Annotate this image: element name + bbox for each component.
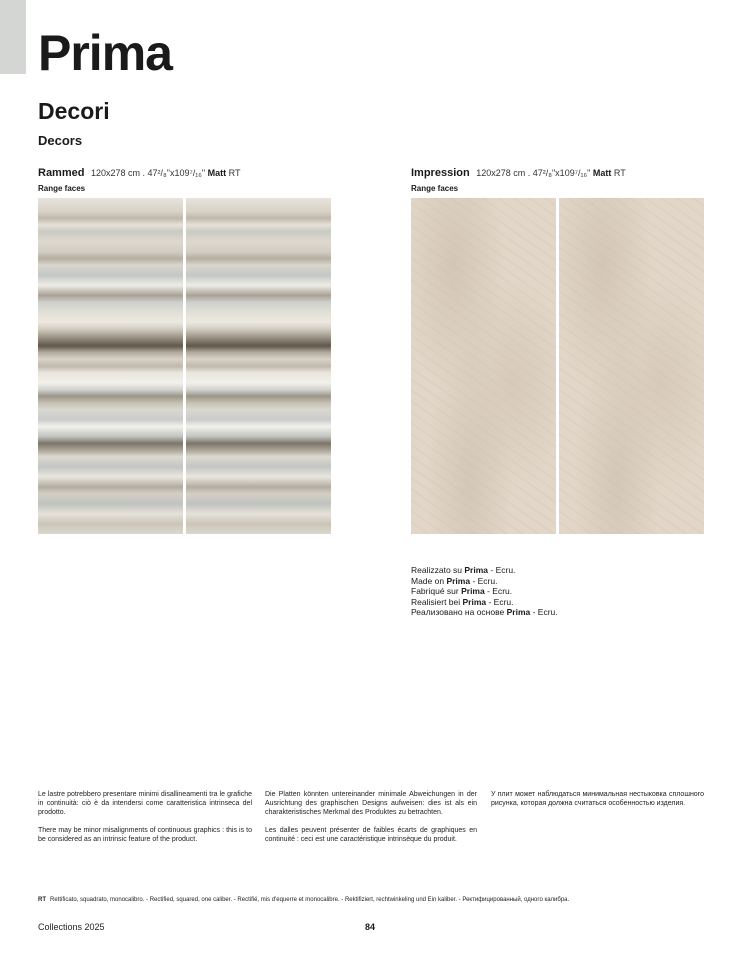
impression-tile-image	[411, 198, 556, 534]
disclaimer-en: There may be minor misalignments of continuous graphics : this is to be considered as an intrinsic feature of the product.	[38, 827, 252, 843]
product-impression	[411, 167, 626, 193]
rt-legend	[38, 897, 569, 903]
disclaimer-it: Le lastre potrebbero presentare minimi disallineamenti tra le grafiche in continuità: ciò è da intendersi come caratteristica intrinseca del prodotto.	[38, 791, 252, 816]
page-title: Prima	[38, 25, 172, 81]
product-edge: RT	[613, 168, 626, 178]
range-faces-label: Range faces	[411, 184, 459, 193]
made-on-line: Реализовано на основе Prima - Ecru.	[411, 607, 558, 618]
disclaimer-de: Die Platten könnten untereinander minimale Abweichungen in der Ausrichtung des graphischen Designs aufweisen: dies ist als ein charakteristisches Merkmal des Produktes zu betrachten.	[265, 791, 477, 816]
rammed-tile-image	[38, 198, 183, 534]
made-on-line: Fabriqué sur Prima - Ecru.	[411, 586, 513, 597]
impression-tile-image	[559, 198, 704, 534]
rt-text: Rettificato, squadrato, monocalibro. - Rectified, squared, one caliber. - Rectifié, mis d'equerre et monocalibre. - Rektifiziert, rechtwinkeling und Ein kaliber. - Ректифицированный, одного калибра.	[50, 897, 570, 903]
made-on-line: Realizzato su Prima - Ecru.	[411, 565, 516, 575]
product-name: Impression	[411, 167, 470, 179]
product-header	[411, 167, 626, 179]
product-size-in: 47²/₈"x109⁷/₁₆"	[147, 168, 206, 178]
product-finish: Matt	[592, 168, 612, 178]
disclaimer-column-3	[491, 790, 704, 817]
disclaimer-column-1	[38, 790, 252, 853]
section-title-en: Decors	[38, 133, 83, 148]
made-on-line: Realisiert bei Prima - Ecru.	[411, 596, 514, 607]
product-size-cm: 120x278 cm .	[476, 168, 531, 178]
section-title: Decori	[38, 98, 110, 124]
rammed-tile-image	[186, 198, 331, 534]
footer-collection: Collections 2025	[38, 922, 105, 932]
product-header	[38, 167, 240, 179]
made-on-line: Made on Prima - Ecru.	[411, 575, 498, 586]
range-faces-label: Range faces	[38, 184, 86, 193]
disclaimer-ru: У плит может наблюдаться минимальная нестыковка сплошного рисунка, которая должна считаться особенностью изделия.	[491, 791, 704, 807]
product-edge: RT	[228, 168, 241, 178]
rt-label: RT	[38, 897, 46, 903]
rammed-panels	[38, 198, 331, 534]
product-size-cm: 120x278 cm .	[90, 168, 146, 178]
section-tab-marker	[0, 0, 26, 74]
made-on-notes	[411, 565, 558, 618]
impression-panels	[411, 198, 704, 534]
product-finish: Matt	[207, 168, 227, 178]
disclaimer-fr: Les dalles peuvent présenter de faibles écarts de graphiques en continuité : ceci est une caractéristique intrinsèque du produit.	[265, 827, 477, 843]
product-name: Rammed	[38, 167, 85, 179]
product-rammed	[38, 167, 240, 193]
disclaimer-column-2	[265, 790, 477, 853]
product-size-in: 47²/₈"x109⁷/₁₆"	[532, 168, 591, 178]
page-number: 84	[365, 922, 376, 932]
